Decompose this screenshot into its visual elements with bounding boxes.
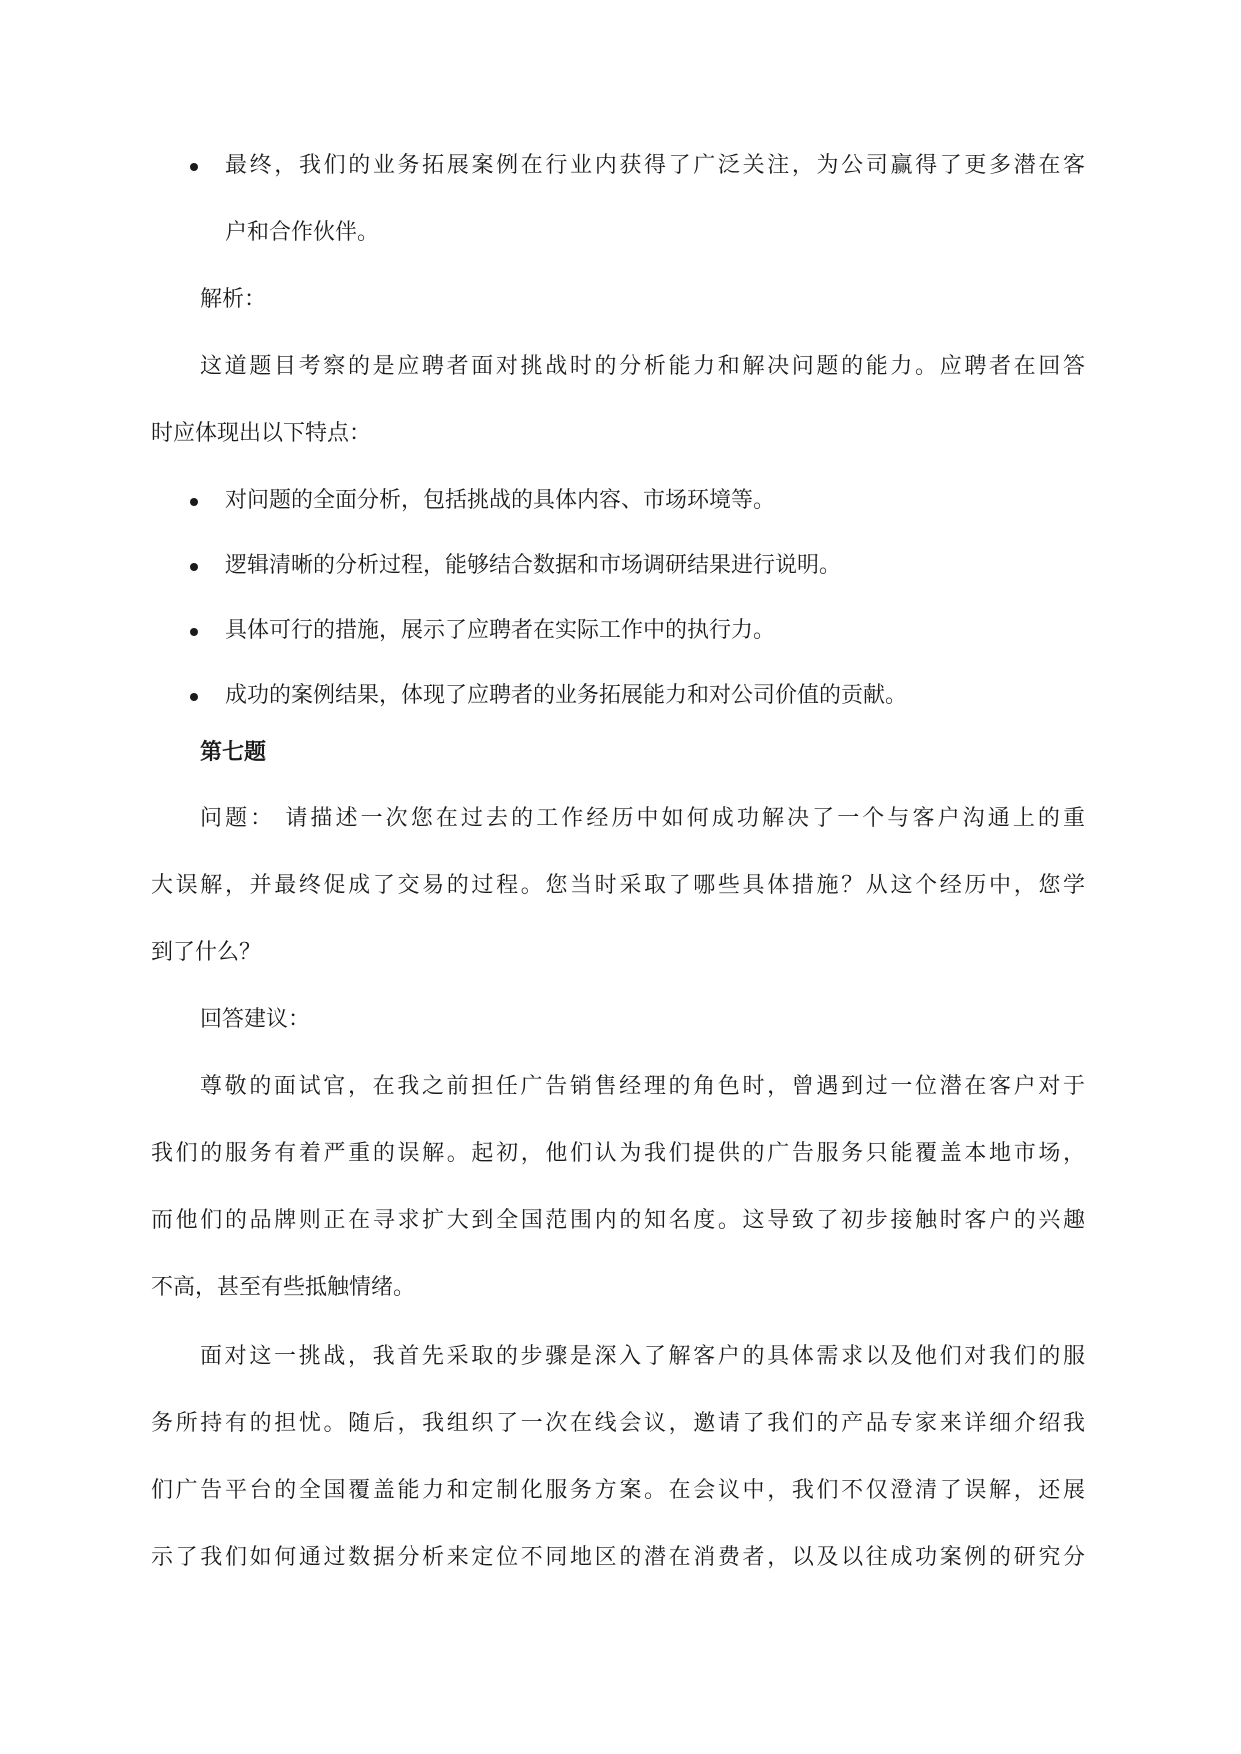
bullet-icon xyxy=(190,628,198,636)
answer-paragraph-line: 面对这一挑战，我首先采取的步骤是深入了解客户的具体需求以及他们对我们的服 xyxy=(200,1344,1085,1369)
bullet-icon xyxy=(190,498,198,506)
answer-paragraph-line: 我们的服务有着严重的误解。起初，他们认为我们提供的广告服务只能覆盖本地市场， xyxy=(151,1141,1085,1166)
analysis-point: 逻辑清晰的分析过程，能够结合数据和市场调研结果进行说明。 xyxy=(225,553,842,578)
answer-paragraph-line: 示了我们如何通过数据分析来定位不同地区的潜在消费者，以及以往成功案例的研究分 xyxy=(151,1545,1085,1570)
answer-paragraph-line: 不高，甚至有些抵触情绪。 xyxy=(151,1275,416,1300)
analysis-point: 成功的案例结果，体现了应聘者的业务拓展能力和对公司价值的贡献。 xyxy=(225,683,908,708)
analysis-paragraph-line: 时应体现出以下特点： xyxy=(151,421,372,446)
answer-paragraph-line: 而他们的品牌则正在寻求扩大到全国范围内的知名度。这导致了初步接触时客户的兴趣 xyxy=(151,1208,1085,1233)
analysis-point: 对问题的全面分析，包括挑战的具体内容、市场环境等。 xyxy=(225,488,776,513)
answer-paragraph-line: 务所持有的担忧。随后，我组织了一次在线会议，邀请了我们的产品专家来详细介绍我 xyxy=(151,1411,1085,1436)
bullet-icon xyxy=(190,163,198,171)
answer-paragraph-line: 们广告平台的全国覆盖能力和定制化服务方案。在会议中，我们不仅澄清了误解，还展 xyxy=(151,1478,1085,1503)
section-title: 第七题 xyxy=(200,739,267,765)
question-line: 大误解，并最终促成了交易的过程。您当时采取了哪些具体措施？从这个经历中，您学 xyxy=(151,873,1085,898)
bullet-icon xyxy=(190,563,198,571)
question-line: 到了什么？ xyxy=(151,940,262,965)
analysis-paragraph-line: 这道题目考察的是应聘者面对挑战时的分析能力和解决问题的能力。应聘者在回答 xyxy=(200,354,1085,379)
question-line: 问题： 请描述一次您在过去的工作经历中如何成功解决了一个与客户沟通上的重 xyxy=(200,806,1085,831)
bullet-text-line: 户和合作伙伴。 xyxy=(225,220,380,245)
answer-paragraph-line: 尊敬的面试官，在我之前担任广告销售经理的角色时，曾遇到过一位潜在客户对于 xyxy=(200,1074,1085,1099)
analysis-point: 具体可行的措施，展示了应聘者在实际工作中的执行力。 xyxy=(225,618,776,643)
answer-label: 回答建议： xyxy=(200,1007,311,1032)
analysis-label: 解析： xyxy=(200,287,267,312)
bullet-text-line: 最终，我们的业务拓展案例在行业内获得了广泛关注，为公司赢得了更多潜在客 xyxy=(225,153,1085,178)
bullet-icon xyxy=(190,693,198,701)
